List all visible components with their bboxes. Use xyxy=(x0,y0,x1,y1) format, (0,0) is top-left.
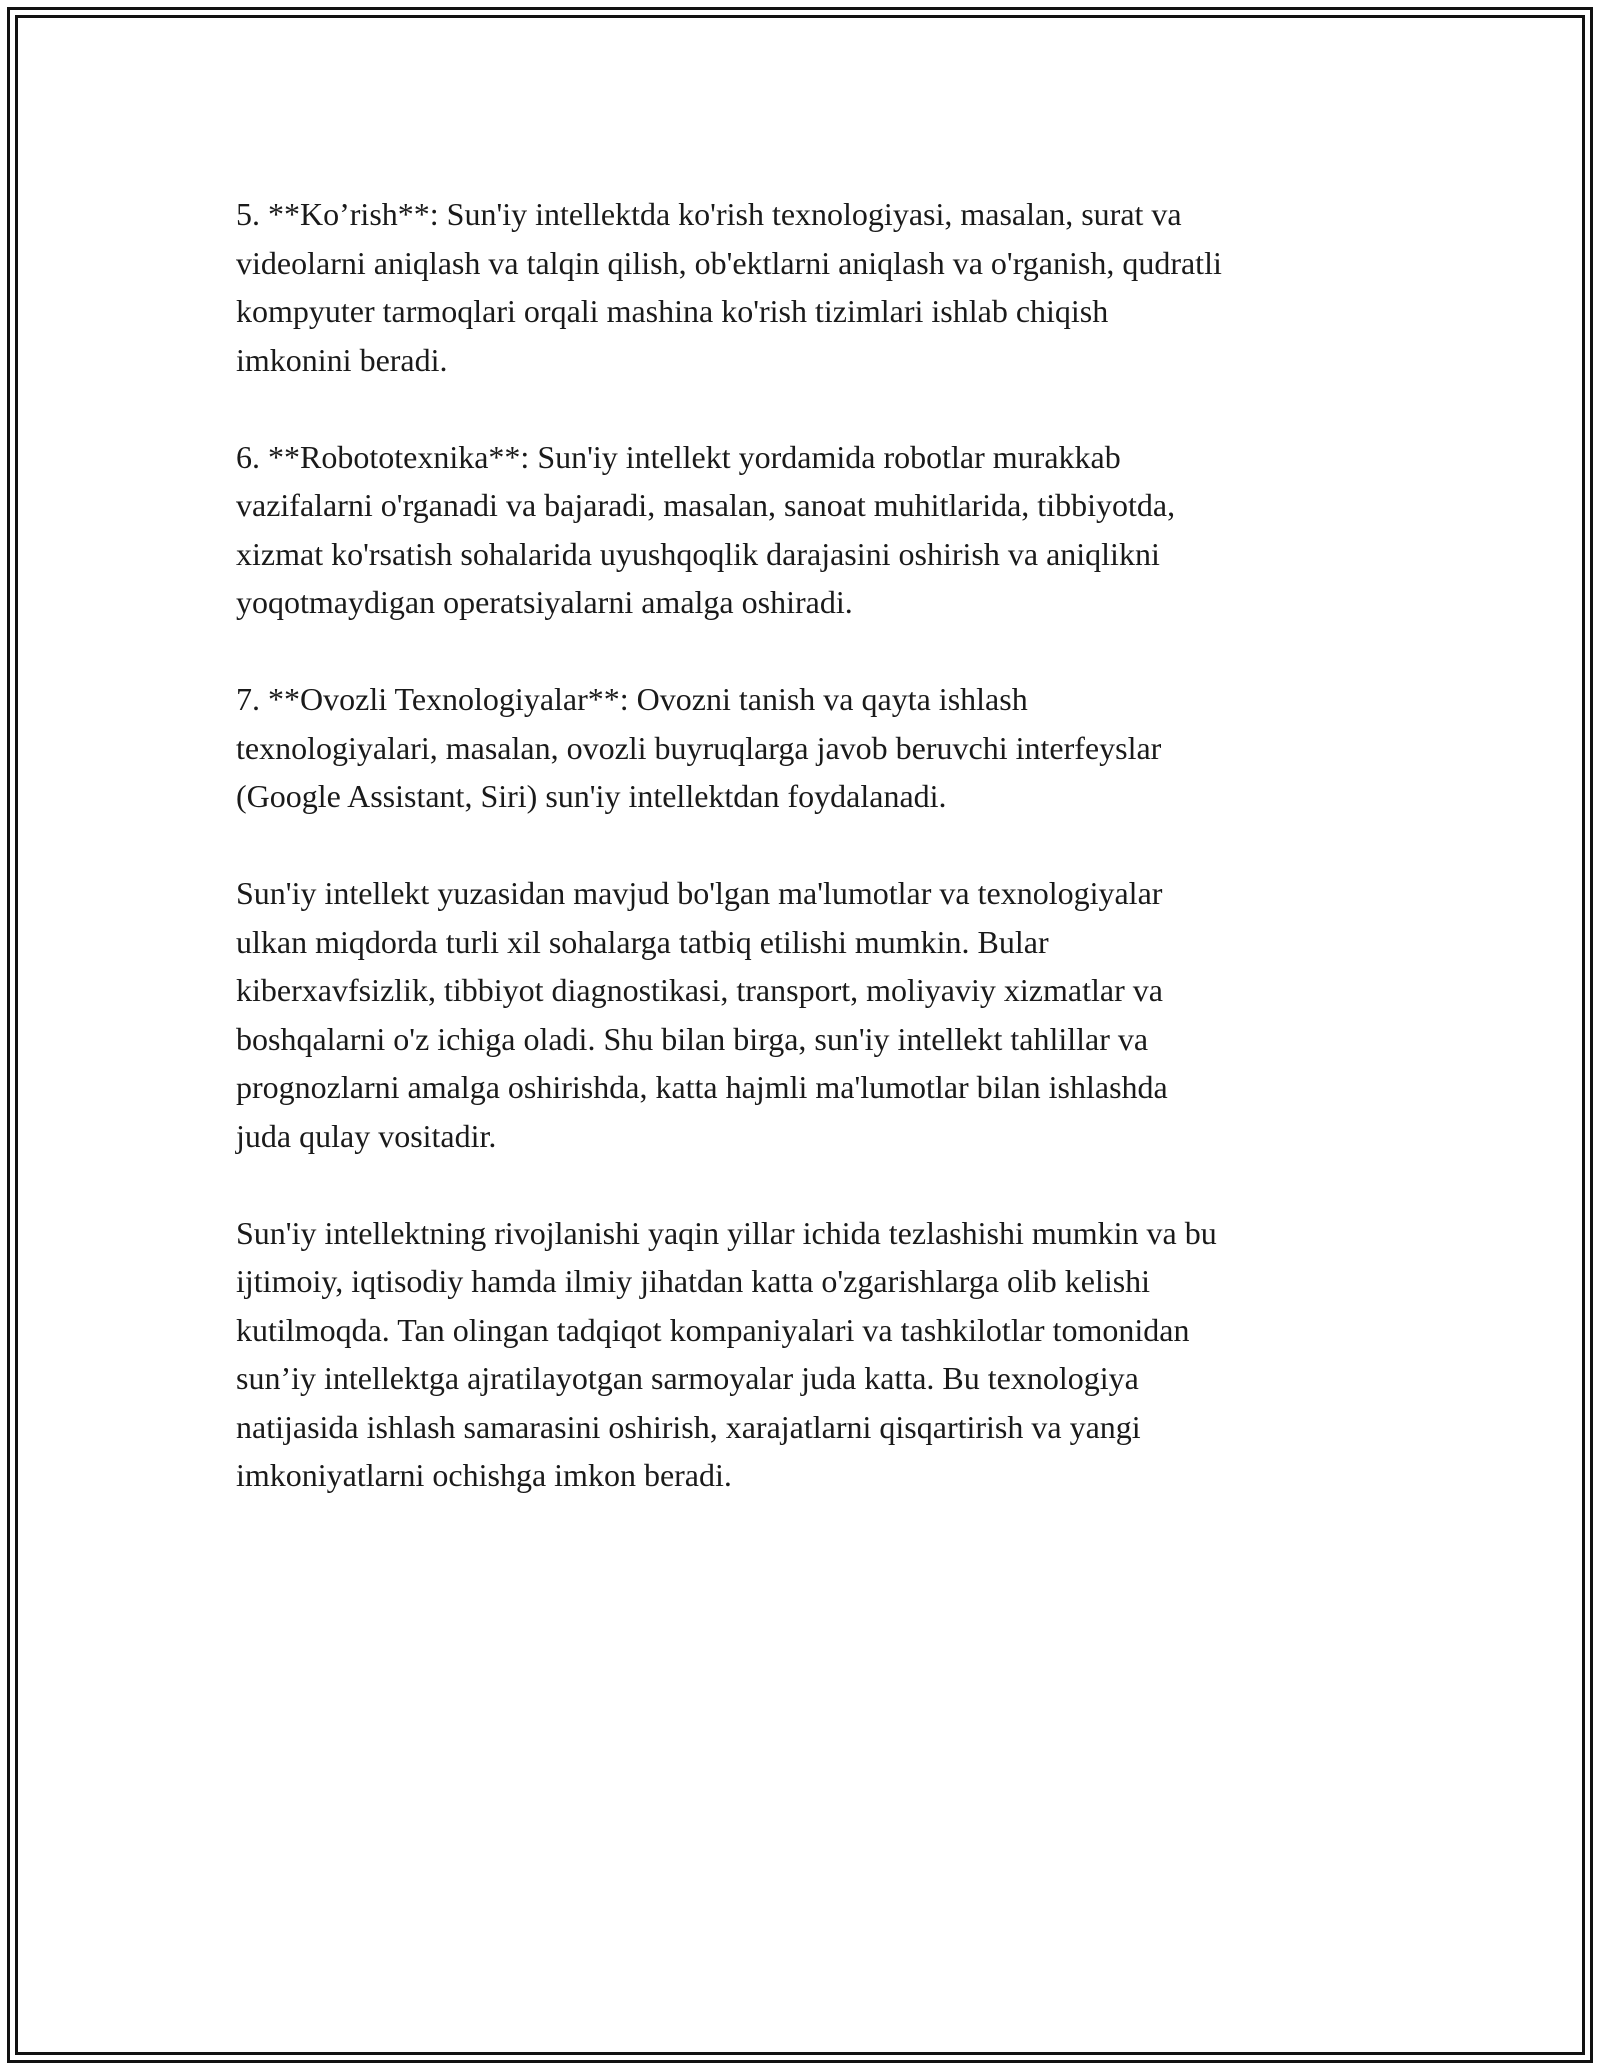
paragraph-vision: 5. **Ko’rish**: Sun'iy intellektda ko'rish texnologiyasi, masalan, surat va videolarni aniqlash va talqin qilish, ob'ektlarni aniqlash va o'rganish, qudratli kompyuter tarmoqlari orqali mashina ko'rish tizimlari ishlab chiqish imkonini beradi. xyxy=(236,196,1222,378)
paragraph-robotics: 6. **Robototexnika**: Sun'iy intellekt yordamida robotlar murakkab vazifalarni o'rganadi va bajaradi, masalan, sanoat muhitlarida, tibbiyotda, xizmat ko'rsatish sohalarida uyushqoqlik darajasini oshirish va aniqlikni yoqotmaydigan operatsiyalarni amalga oshiradi. xyxy=(236,438,1176,620)
paragraph-applications: Sun'iy intellekt yuzasidan mavjud bo'lgan ma'lumotlar va texnologiyalar ulkan miqdorda turli xil sohalarga tatbiq etilishi mumkin. Bular kiberxavfsizlik, tibbiyot diagnostikasi, transport, moliyaviy xizmatlar va boshqalarni o'z ichiga oladi. Shu bilan birga, sun'iy intellekt tahlillar va prognozlarni amalga oshirishda, katta hajmli ma'lumotlar bilan ishlashda juda qulay vositadir. xyxy=(236,875,1168,1154)
document-body xyxy=(236,190,1376,1548)
paragraph-voice-technologies: 7. **Ovozli Texnologiyalar**: Ovozni tanish va qayta ishlash texnologiyalari, masalan, ovozli buyruqlarga javob beruvchi interfeyslar (Google Assistant, Siri) sun'iy intellektdan foydalanadi. xyxy=(236,681,1162,814)
paragraph-development: Sun'iy intellektning rivojlanishi yaqin yillar ichida tezlashishi mumkin va bu ijtimoiy, iqtisodiy hamda ilmiy jihatdan katta o'zgarishlarga olib kelishi kutilmoqda. Tan olingan tadqiqot kompaniyalari va tashkilotlar tomonidan sun’iy intellektga ajratilayotgan sarmoyalar juda katta. Bu texnologiya natijasida ishlash samarasini oshirish, xarajatlarni qisqartirish va yangi imkoniyatlarni ochishga imkon beradi. xyxy=(236,1214,1217,1493)
